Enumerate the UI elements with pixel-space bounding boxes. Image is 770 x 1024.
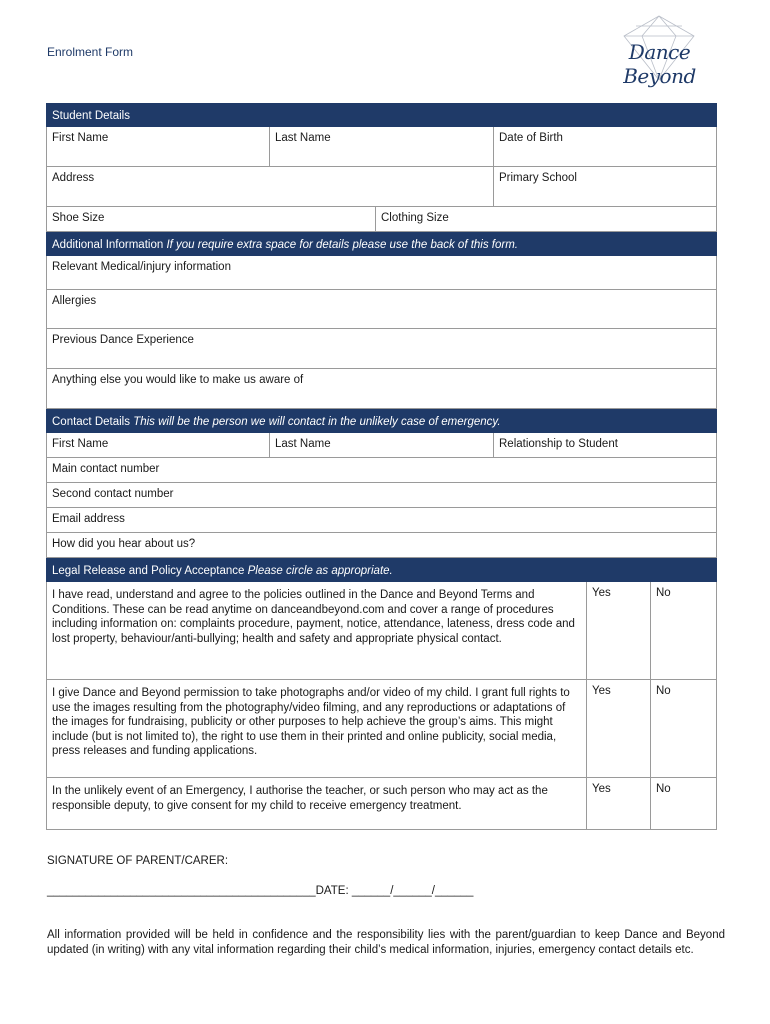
footer-notice: All information provided will be held in confidence and the responsibility lies with the parent/guardian to keep Dance and Beyond updated (in writing) with any vital information regarding their child’s medical information, injuries, emergency contact details etc. xyxy=(47,929,725,956)
medical-info-field[interactable] xyxy=(47,256,716,289)
student-first-name-field[interactable] xyxy=(47,127,270,166)
photo-consent-row xyxy=(46,680,717,778)
heard-about-label: How did you hear about us? xyxy=(52,538,196,550)
clothing-size-label: Clothing Size xyxy=(381,212,449,224)
photo-consent-text: I give Dance and Beyond permission to take photographs and/or video of my child. I grant full rights to use the images resulting from the photography/video filming, and any reproductions or adaptations of the images for fundraising, publicity or other purposes to help achieve the group’s aims. This might include (but is not limited to), the right to use them in their printed and online publicity, social media, press releases and funding applications. xyxy=(47,680,587,777)
additional-info-note: If you require extra space for details please use the back of this form. xyxy=(166,239,519,251)
dance-beyond-logo xyxy=(592,14,727,88)
dance-experience-field[interactable] xyxy=(47,329,716,368)
relationship-field[interactable] xyxy=(494,433,716,457)
signature-date-line[interactable]: __________________________________________DATE: ______/______/______ xyxy=(47,885,474,897)
contact-details-heading xyxy=(46,409,717,433)
second-number-row xyxy=(46,483,717,508)
contact-details-heading-text: Contact Details xyxy=(52,416,130,428)
address-field[interactable] xyxy=(47,167,494,206)
signature-label: SIGNATURE OF PARENT/CARER: xyxy=(47,855,229,867)
other-info-field[interactable] xyxy=(47,369,716,408)
medical-info-label: Relevant Medical/injury information xyxy=(52,261,231,273)
email-row xyxy=(46,508,717,533)
enrolment-form xyxy=(46,103,717,830)
student-last-name-label: Last Name xyxy=(275,132,331,144)
allergies-field[interactable] xyxy=(47,290,716,328)
policy-terms-no-label: No xyxy=(656,587,671,599)
main-number-row xyxy=(46,458,717,483)
medical-row xyxy=(46,256,717,290)
emergency-consent-row xyxy=(46,778,717,830)
primary-school-label: Primary School xyxy=(499,172,577,184)
document-title: Enrolment Form xyxy=(47,45,134,59)
contact-last-name-field[interactable] xyxy=(270,433,494,457)
heard-row xyxy=(46,533,717,558)
student-details-heading xyxy=(46,103,717,127)
email-field[interactable] xyxy=(47,508,716,532)
student-first-name-label: First Name xyxy=(52,132,109,144)
policy-terms-text: I have read, understand and agree to the policies outlined in the Dance and Beyond Terms and Conditions. These can be read anytime on danceandbeyond.com and cover a range of procedures including information on: complaints procedure, payment, notice, attendance, lateness, dress code and lost property, behaviour/anti-bullying; health and safety and appropriate physical contact. xyxy=(47,582,587,679)
email-label: Email address xyxy=(52,513,125,525)
experience-row xyxy=(46,329,717,369)
size-row xyxy=(46,207,717,232)
emergency-consent-yes-option[interactable] xyxy=(587,778,651,829)
emergency-consent-text: In the unlikely event of an Emergency, I authorise the teacher, or such person who may act as the responsible deputy, to give consent for my child to receive emergency treatment. xyxy=(47,778,587,829)
emergency-consent-no-option[interactable] xyxy=(651,778,716,829)
clothing-size-field[interactable] xyxy=(376,207,716,231)
contact-first-name-field[interactable] xyxy=(47,433,270,457)
photo-consent-no-option[interactable] xyxy=(651,680,716,777)
relationship-label: Relationship to Student xyxy=(499,438,618,450)
other-info-label: Anything else you would like to make us aware of xyxy=(52,374,304,386)
student-last-name-field[interactable] xyxy=(270,127,494,166)
photo-consent-yes-option[interactable] xyxy=(587,680,651,777)
dance-experience-label: Previous Dance Experience xyxy=(52,334,194,346)
legal-release-heading-text: Legal Release and Policy Acceptance xyxy=(52,565,245,577)
additional-info-heading-text: Additional Information xyxy=(52,239,164,251)
date-of-birth-field[interactable] xyxy=(494,127,716,166)
main-contact-number-field[interactable] xyxy=(47,458,716,482)
allergies-row xyxy=(46,290,717,329)
emergency-consent-yes-label: Yes xyxy=(592,783,611,795)
policy-terms-yes-option[interactable] xyxy=(587,582,651,679)
other-info-row xyxy=(46,369,717,409)
emergency-consent-no-label: No xyxy=(656,783,671,795)
second-contact-number-label: Second contact number xyxy=(52,488,174,500)
photo-consent-no-label: No xyxy=(656,685,671,697)
date-of-birth-label: Date of Birth xyxy=(499,132,563,144)
photo-consent-yes-label: Yes xyxy=(592,685,611,697)
allergies-label: Allergies xyxy=(52,295,97,307)
student-details-heading-text: Student Details xyxy=(52,110,130,122)
legal-release-note: Please circle as appropriate. xyxy=(247,565,393,577)
address-row xyxy=(46,167,717,207)
logo-text: Dance Beyond xyxy=(623,40,696,88)
shoe-size-field[interactable] xyxy=(47,207,376,231)
policy-terms-yes-label: Yes xyxy=(592,587,611,599)
shoe-size-label: Shoe Size xyxy=(52,212,105,224)
policy-terms-no-option[interactable] xyxy=(651,582,716,679)
contact-first-name-label: First Name xyxy=(52,438,109,450)
address-label: Address xyxy=(52,172,95,184)
contact-last-name-label: Last Name xyxy=(275,438,331,450)
additional-info-heading xyxy=(46,232,717,256)
contact-details-note: This will be the person we will contact in the unlikely case of emergency. xyxy=(133,416,501,428)
second-contact-number-field[interactable] xyxy=(47,483,716,507)
student-name-row xyxy=(46,127,717,167)
legal-release-heading xyxy=(46,558,717,582)
policy-row xyxy=(46,582,717,680)
primary-school-field[interactable] xyxy=(494,167,716,206)
contact-name-row xyxy=(46,433,717,458)
main-contact-number-label: Main contact number xyxy=(52,463,160,475)
heard-about-field[interactable] xyxy=(47,533,716,557)
